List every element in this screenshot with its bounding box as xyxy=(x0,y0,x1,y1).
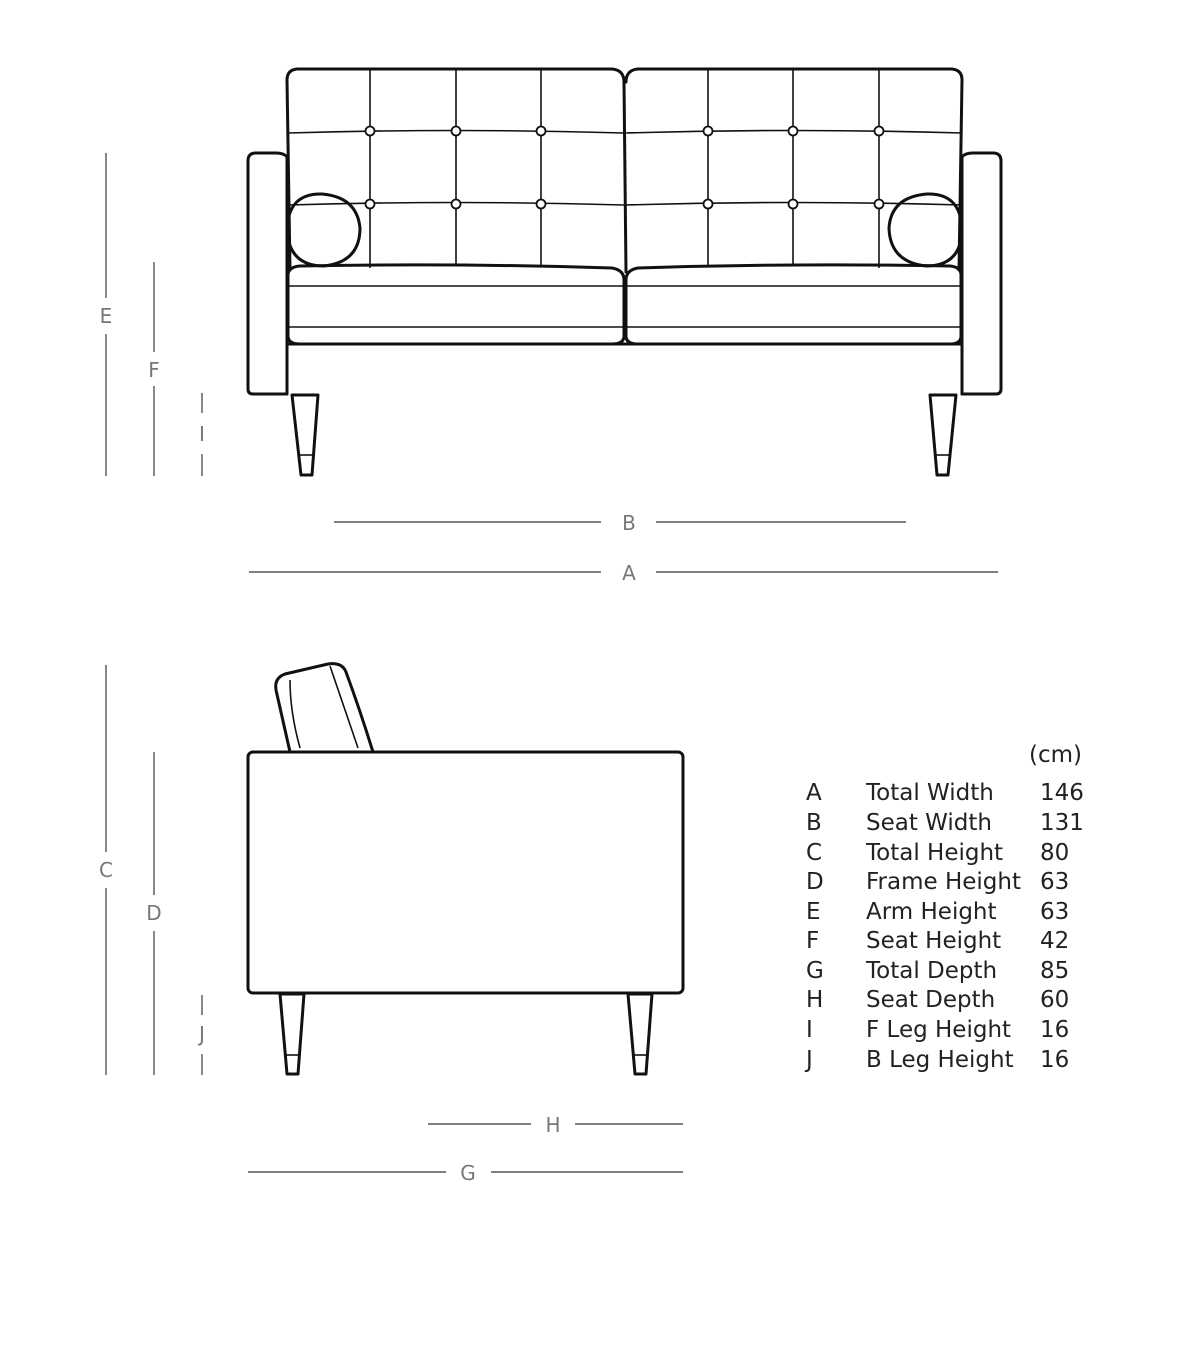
spec-label: Seat Width xyxy=(866,810,992,836)
spec-key: J xyxy=(806,1047,813,1073)
spec-value: 42 xyxy=(1040,928,1070,954)
spec-row xyxy=(806,899,1069,925)
spec-row xyxy=(806,958,1069,984)
side-leg-front xyxy=(280,994,304,1074)
label-i: I xyxy=(199,422,205,446)
spec-label: Frame Height xyxy=(866,869,1022,895)
spec-row xyxy=(806,810,1084,836)
front-leg-right xyxy=(930,395,956,475)
label-g: G xyxy=(460,1161,476,1185)
label-b: B xyxy=(622,511,636,535)
front-seat-cushion-right xyxy=(626,265,961,344)
label-a: A xyxy=(622,561,636,585)
spec-key: E xyxy=(806,899,821,925)
front-dimension-b xyxy=(334,511,906,535)
side-dimension-j xyxy=(197,995,205,1075)
label-f: F xyxy=(148,358,160,382)
spec-label: Seat Depth xyxy=(866,987,996,1013)
spec-key: D xyxy=(806,869,824,895)
spec-key: F xyxy=(806,928,820,954)
spec-value: 146 xyxy=(1040,780,1084,806)
side-back-cushion xyxy=(276,664,373,752)
spec-row xyxy=(804,1047,1069,1073)
spec-label: F Leg Height xyxy=(866,1017,1012,1043)
spec-value: 60 xyxy=(1040,987,1070,1013)
side-dimension-c xyxy=(99,665,113,1075)
spec-value: 63 xyxy=(1040,869,1070,895)
spec-value: 80 xyxy=(1040,840,1070,866)
spec-key: H xyxy=(806,987,824,1013)
side-body xyxy=(248,752,683,993)
spec-table xyxy=(804,742,1084,1073)
side-dimension-h xyxy=(428,1113,683,1137)
front-view-sofa xyxy=(248,69,1001,475)
spec-label: Seat Height xyxy=(866,928,1002,954)
spec-key: A xyxy=(806,780,822,806)
spec-key: I xyxy=(806,1017,813,1043)
spec-unit: (cm) xyxy=(1029,742,1082,768)
spec-row xyxy=(806,780,1084,806)
label-e: E xyxy=(99,304,113,328)
side-view-sofa xyxy=(248,664,683,1074)
spec-row xyxy=(806,928,1069,954)
front-dimension-e xyxy=(100,153,113,476)
spec-value: 16 xyxy=(1040,1047,1070,1073)
spec-row xyxy=(806,869,1069,895)
spec-row xyxy=(806,840,1069,866)
label-j: J xyxy=(199,1022,205,1046)
front-dimension-i xyxy=(199,393,205,476)
spec-label: Total Width xyxy=(866,780,994,806)
spec-label: Arm Height xyxy=(866,899,997,925)
spec-value: 63 xyxy=(1040,899,1070,925)
spec-row xyxy=(806,987,1069,1013)
front-dimension-a xyxy=(249,561,998,585)
label-d: D xyxy=(146,901,162,925)
side-dimension-g xyxy=(248,1161,683,1185)
front-seat-cushion-left xyxy=(288,265,624,344)
label-c: C xyxy=(99,858,113,882)
spec-key: B xyxy=(806,810,822,836)
spec-key: C xyxy=(806,840,823,866)
side-dimension-d xyxy=(146,752,161,1075)
front-arm-right xyxy=(962,153,1001,394)
spec-label: Total Depth xyxy=(866,958,998,984)
side-leg-back xyxy=(628,994,652,1074)
spec-value: 16 xyxy=(1040,1017,1070,1043)
spec-label: Total Height xyxy=(866,840,1004,866)
spec-value: 85 xyxy=(1040,958,1070,984)
spec-label: B Leg Height xyxy=(866,1047,1014,1073)
front-back-cushion-right xyxy=(626,69,962,270)
spec-key: G xyxy=(806,958,824,984)
spec-row xyxy=(806,1017,1069,1043)
label-h: H xyxy=(545,1113,561,1137)
front-arm-left xyxy=(248,153,287,394)
spec-value: 131 xyxy=(1040,810,1084,836)
front-dimension-f xyxy=(148,262,160,476)
front-leg-left xyxy=(292,395,318,475)
